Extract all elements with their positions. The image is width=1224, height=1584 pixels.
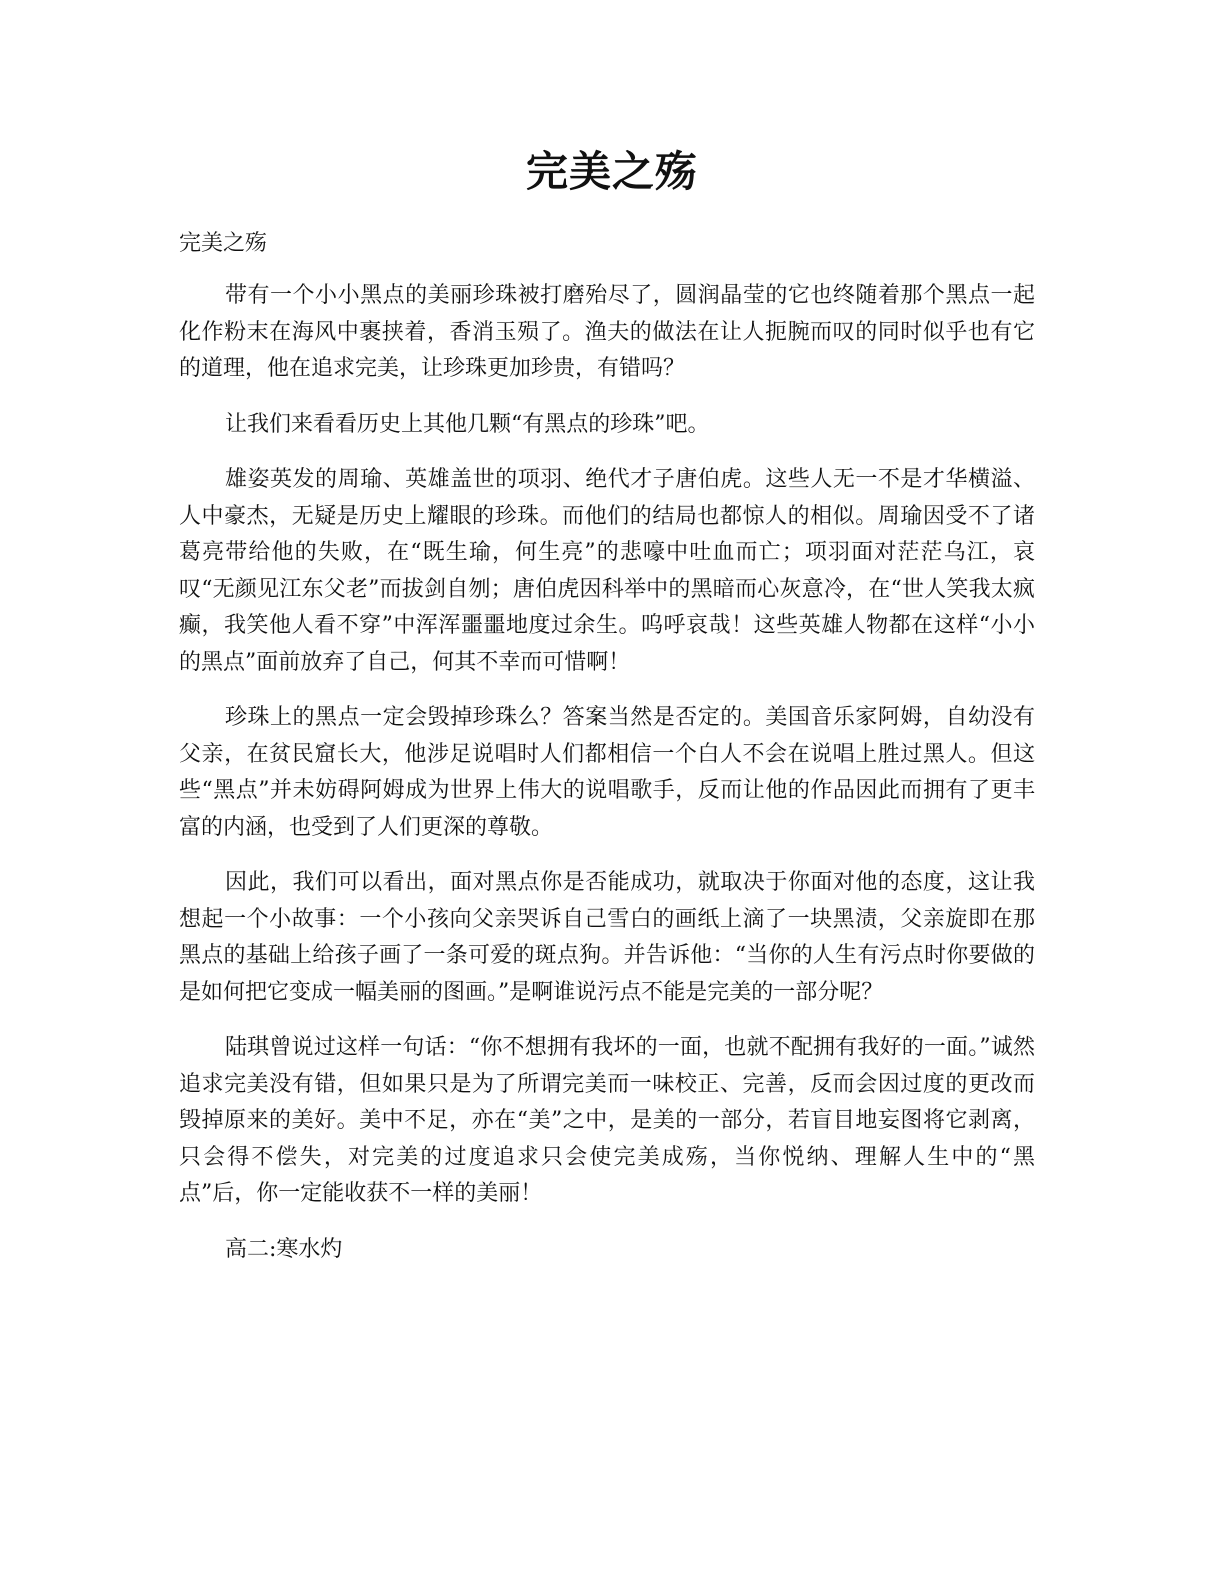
document-subtitle: 完美之殇 xyxy=(179,231,268,256)
document-title: 完美之殇 xyxy=(525,147,698,196)
paragraph-dalmatian-story: 因此，我们可以看出，面对黑点你是否能成功，就取决于你面对他的态度，这让我想起一个小故事：一个小孩向父亲哭诉自己雪白的画纸上滴了一块黑渍，父亲旋即在那黑点的基础上给孩子画了一条可爱的斑点狗。并告诉他：“当你的人生有污点时你要做的是如何把它变成一幅美丽的图画。”是啊谁说污点不能是完美的一部分呢？ xyxy=(179,870,1035,1005)
document-body xyxy=(179,226,1035,1287)
author-signature: 高二:寒水灼 xyxy=(225,1236,343,1262)
paragraph-conclusion: 陆琪曾说过这样一句话：“你不想拥有我坏的一面，也就不配拥有我好的一面。”诚然追求完美没有错，但如果只是为了所谓完美而一味校正、完善，反而会因过度的更改而毁掉原来的美好。美中不足，亦在“美”之中，是美的一部分，若盲目地妄图将它剥离，只会得不偿失，对完美的过度追求只会使完美成殇，当你悦纳、理解人生中的“黑点”后，你一定能收获不一样的美丽！ xyxy=(179,1035,1035,1206)
paragraph-eminem-example: 珍珠上的黑点一定会毁掉珍珠么？答案当然是否定的。美国音乐家阿姆，自幼没有父亲，在贫民窟长大，他涉足说唱时人们都相信一个白人不会在说唱上胜过黑人。但这些“黑点”并未妨碍阿姆成为世界上伟大的说唱歌手，反而让他的作品因此而拥有了更丰富的内涵，也受到了人们更深的尊敬。 xyxy=(179,705,1035,840)
paragraph-pearl-intro: 带有一个小小黑点的美丽珍珠被打磨殆尽了，圆润晶莹的它也终随着那个黑点一起化作粉末在海风中裹挟着，香消玉殒了。渔夫的做法在让人扼腕而叹的同时似乎也有它的道理，他在追求完美，让珍珠更加珍贵，有错吗？ xyxy=(179,283,1035,381)
paragraph-historical-figures: 雄姿英发的周瑜、英雄盖世的项羽、绝代才子唐伯虎。这些人无一不是才华横溢、人中豪杰，无疑是历史上耀眼的珍珠。而他们的结局也都惊人的相似。周瑜因受不了诸葛亮带给他的失败，在“既生瑜，何生亮”的悲嚎中吐血而亡；项羽面对茫茫乌江，哀叹“无颜见江东父老”而拔剑自刎；唐伯虎因科举中的黑暗而心灰意冷，在“世人笑我太疯癫，我笑他人看不穿”中浑浑噩噩地度过余生。呜呼哀哉！这些英雄人物都在这样“小小的黑点”面前放弃了自己，何其不幸而可惜啊！ xyxy=(179,467,1035,675)
paragraph-history-transition: 让我们来看看历史上其他几颗“有黑点的珍珠”吧。 xyxy=(225,411,710,437)
